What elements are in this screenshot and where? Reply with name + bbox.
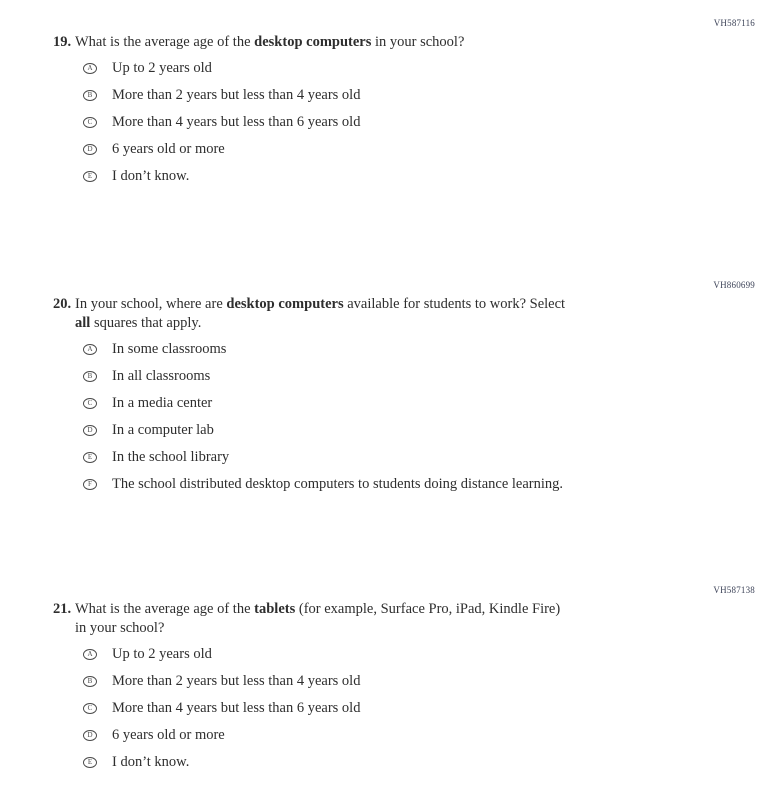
option-label: In a media center	[112, 395, 213, 411]
question-number: 21.	[53, 601, 72, 617]
option-letter: C	[87, 118, 93, 126]
item-code-row	[0, 580, 775, 595]
item-code-row	[0, 13, 775, 28]
answer-options	[0, 61, 775, 184]
option-label: Up to 2 years old	[112, 60, 212, 76]
answer-option-e[interactable]	[0, 450, 775, 465]
option-bubble-icon[interactable]	[83, 479, 97, 490]
option-letter: B	[87, 372, 93, 380]
option-label: In all classrooms	[112, 368, 211, 384]
prompt-text-segment: (for example, Surface Pro, iPad, Kindle Fire)	[295, 601, 561, 617]
answer-option-d[interactable]	[0, 423, 775, 438]
option-letter: A	[87, 345, 93, 353]
option-bubble-icon[interactable]	[83, 171, 97, 182]
answer-option-b[interactable]	[0, 674, 775, 689]
item-code: VH587138	[713, 585, 755, 595]
option-letter: E	[87, 172, 93, 180]
option-label: Up to 2 years old	[112, 646, 212, 662]
option-label: 6 years old or more	[112, 727, 225, 743]
prompt-text-segment-bold: desktop computers	[254, 34, 372, 50]
answer-option-b[interactable]	[0, 88, 775, 103]
option-label: The school distributed desktop computers to students doing distance learning.	[112, 476, 564, 492]
option-label: I don’t know.	[112, 754, 190, 770]
question-20	[0, 275, 775, 492]
option-bubble-icon[interactable]	[83, 703, 97, 714]
question-prompt	[75, 600, 667, 638]
answer-options	[0, 342, 775, 492]
prompt-text-segment: What is the average age of the	[75, 34, 255, 50]
option-bubble-icon[interactable]	[83, 344, 97, 355]
option-bubble-icon[interactable]	[83, 649, 97, 660]
answer-option-f[interactable]	[0, 477, 775, 492]
question-21	[0, 580, 775, 770]
item-code: VH860699	[713, 280, 755, 290]
prompt-text-segment-bold: tablets	[254, 601, 296, 617]
option-letter: C	[87, 704, 93, 712]
option-label: More than 2 years but less than 4 years old	[112, 673, 361, 689]
option-label: In some classrooms	[112, 341, 227, 357]
option-bubble-icon[interactable]	[83, 117, 97, 128]
option-letter: A	[87, 650, 93, 658]
prompt-text-segment: In your school, where are	[75, 296, 227, 312]
option-letter: A	[87, 64, 93, 72]
question-19	[0, 13, 775, 184]
answer-options	[0, 647, 775, 770]
option-bubble-icon[interactable]	[83, 398, 97, 409]
answer-option-b[interactable]	[0, 369, 775, 384]
answer-option-c[interactable]	[0, 396, 775, 411]
prompt-text-segment-bold: all	[75, 315, 91, 331]
item-code: VH587116	[713, 18, 755, 28]
option-letter: D	[87, 731, 93, 739]
option-label: More than 4 years but less than 6 years old	[112, 114, 361, 130]
option-bubble-icon[interactable]	[83, 452, 97, 463]
prompt-text-segment: in your school?	[371, 34, 465, 50]
option-letter: D	[87, 145, 93, 153]
option-label: 6 years old or more	[112, 141, 225, 157]
option-letter: D	[87, 426, 93, 434]
option-label: In a computer lab	[112, 422, 214, 438]
option-bubble-icon[interactable]	[83, 63, 97, 74]
item-code-row	[0, 275, 775, 290]
prompt-text-segment: in your school?	[75, 620, 165, 636]
answer-option-e[interactable]	[0, 169, 775, 184]
option-letter: F	[88, 480, 92, 488]
option-bubble-icon[interactable]	[83, 90, 97, 101]
option-bubble-icon[interactable]	[83, 676, 97, 687]
answer-option-a[interactable]	[0, 342, 775, 357]
prompt-text-segment: available for students to work? Select	[343, 296, 566, 312]
option-label: More than 2 years but less than 4 years old	[112, 87, 361, 103]
option-letter: B	[87, 677, 93, 685]
option-label: I don’t know.	[112, 168, 190, 184]
question-number: 19.	[53, 34, 72, 50]
question-number: 20.	[53, 296, 72, 312]
option-bubble-icon[interactable]	[83, 425, 97, 436]
question-prompt-row	[0, 33, 775, 52]
answer-option-d[interactable]	[0, 142, 775, 157]
option-bubble-icon[interactable]	[83, 730, 97, 741]
option-letter: E	[87, 453, 93, 461]
option-letter: C	[87, 399, 93, 407]
question-prompt	[75, 33, 667, 52]
option-bubble-icon[interactable]	[83, 371, 97, 382]
answer-option-e[interactable]	[0, 755, 775, 770]
option-letter: E	[87, 758, 93, 766]
answer-option-c[interactable]	[0, 115, 775, 130]
option-label: In the school library	[112, 449, 230, 465]
answer-option-d[interactable]	[0, 728, 775, 743]
prompt-text-segment-bold: desktop computers	[226, 296, 344, 312]
prompt-text-segment: squares that apply.	[90, 315, 202, 331]
question-prompt	[75, 295, 667, 333]
answer-option-c[interactable]	[0, 701, 775, 716]
option-letter: B	[87, 91, 93, 99]
question-prompt-row	[0, 295, 775, 333]
answer-option-a[interactable]	[0, 61, 775, 76]
answer-option-a[interactable]	[0, 647, 775, 662]
question-prompt-row	[0, 600, 775, 638]
option-bubble-icon[interactable]	[83, 757, 97, 768]
option-bubble-icon[interactable]	[83, 144, 97, 155]
option-label: More than 4 years but less than 6 years old	[112, 700, 361, 716]
prompt-text-segment: What is the average age of the	[75, 601, 255, 617]
